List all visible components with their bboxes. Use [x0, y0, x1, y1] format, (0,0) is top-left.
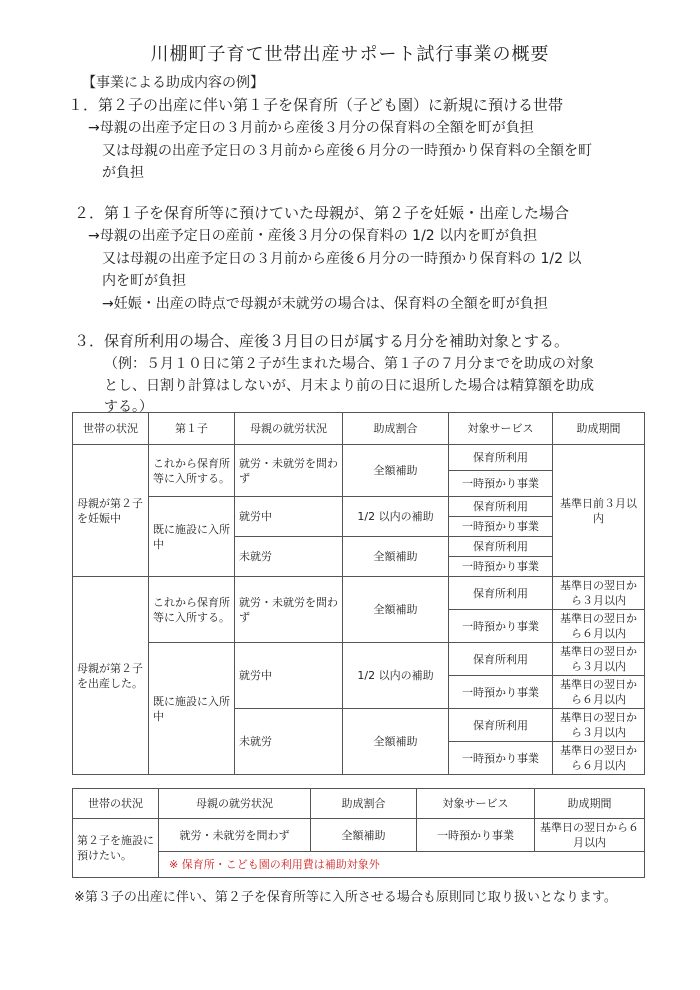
period-cell: 基準日の翌日から３月以内 [553, 709, 645, 742]
service-cell: 一時預かり事業 [449, 557, 553, 577]
household-status-cell: 母親が第２子を出産した。 [73, 577, 149, 775]
section-heading: 【事業による助成内容の例】 [82, 75, 264, 91]
item-1-line-1: →母親の出産予定日の３月前から産後３月分の保育料の全額を町が負担 [88, 120, 534, 136]
col-header: 助成期間 [535, 789, 645, 819]
item-1-line-3: が負担 [102, 165, 144, 181]
work-status-cell: 未就労 [235, 709, 343, 775]
col-header: 母親の就労状況 [235, 413, 343, 445]
item-3-line-2: とし、日割り計算はしないが、月末より前の日に退所した場合は精算額を助成 [104, 378, 594, 394]
period-cell: 基準日の翌日から６月以内 [553, 676, 645, 709]
household-status-cell: 第２子を施設に預けたい。 [73, 819, 159, 878]
table-header-row [73, 413, 645, 445]
first-child-cell: 既に施設に入所中 [149, 643, 235, 775]
service-cell: 一時預かり事業 [449, 676, 553, 709]
work-status-cell: 就労中 [235, 497, 343, 537]
service-cell: 一時預かり事業 [449, 742, 553, 775]
service-cell: 一時預かり事業 [449, 517, 553, 537]
col-header: 助成割合 [343, 413, 449, 445]
ratio-cell: 全額補助 [343, 577, 449, 643]
period-cell: 基準日の翌日から６月以内 [535, 819, 645, 852]
service-cell: 一時預かり事業 [449, 471, 553, 497]
item-2-line-1: →母親の出産予定日の産前・産後３月分の保育料の 1/2 以内を町が負担 [88, 228, 538, 244]
table-row [73, 445, 645, 471]
col-header: 母親の就労状況 [159, 789, 311, 819]
col-header: 世帯の状況 [73, 413, 149, 445]
ratio-cell: 全額補助 [343, 537, 449, 577]
subsidy-table [72, 412, 645, 775]
service-cell: 一時預かり事業 [449, 610, 553, 643]
col-header: 対象サービス [449, 413, 553, 445]
item-2-heading: ２．第１子を保育所等に預けていた母親が、第２子を妊娠・出産した場合 [74, 204, 570, 222]
table-header-row [73, 789, 645, 819]
footer-note: ※第３子の出産に伴い、第２子を保育所等に入所させる場合も原則同じ取り扱いとなります。 [74, 890, 617, 905]
period-cell: 基準日の翌日から３月以内 [553, 643, 645, 676]
col-header: 対象サービス [417, 789, 535, 819]
item-2-line-2: 又は母親の出産予定日の３月前から産後６月分の一時預かり保育料の 1/2 以 [102, 251, 582, 267]
ratio-cell: 全額補助 [311, 819, 417, 852]
work-status-cell: 就労中 [235, 643, 343, 709]
first-child-cell: これから保育所等に入所する。 [149, 445, 235, 497]
service-cell: 保育所利用 [449, 537, 553, 557]
first-child-cell: これから保育所等に入所する。 [149, 577, 235, 643]
table-row [73, 577, 645, 610]
col-header: 助成期間 [553, 413, 645, 445]
service-cell: 保育所利用 [449, 445, 553, 471]
table-row [73, 852, 645, 878]
work-status-cell: 就労・未就労を問わず [235, 445, 343, 497]
exclusion-note: ※ 保育所・こども園の利用費は補助対象外 [159, 852, 645, 878]
col-header: 助成割合 [311, 789, 417, 819]
ratio-cell: 1/2 以内の補助 [343, 643, 449, 709]
ratio-cell: 全額補助 [343, 709, 449, 775]
second-child-table [72, 788, 645, 878]
item-2-line-3: 内を町が負担 [102, 273, 186, 289]
item-3-line-1: （例：５月１０日に第２子が生まれた場合、第１子の７月分までを助成の対象 [104, 356, 594, 372]
work-status-cell: 就労・未就労を問わず [159, 819, 311, 852]
service-cell: 保育所利用 [449, 497, 553, 517]
service-cell: 保育所利用 [449, 709, 553, 742]
item-3-line-3: する。） [104, 399, 153, 415]
period-cell: 基準日の翌日から３月以内 [553, 577, 645, 610]
col-header: 世帯の状況 [73, 789, 159, 819]
service-cell: 保育所利用 [449, 577, 553, 610]
item-3-heading: ３．保育所利用の場合、産後３月目の日が属する月分を補助対象とする。 [74, 332, 570, 350]
col-header: 第１子 [149, 413, 235, 445]
item-1-heading: １．第２子の出産に伴い第１子を保育所（子ども園）に新規に預ける世帯 [68, 96, 564, 114]
household-status-cell: 母親が第２子を妊娠中 [73, 445, 149, 577]
ratio-cell: 1/2 以内の補助 [343, 497, 449, 537]
table-row [73, 819, 645, 852]
service-cell: 保育所利用 [449, 643, 553, 676]
work-status-cell: 未就労 [235, 537, 343, 577]
table-row [73, 643, 645, 676]
item-2-line-4: →妊娠・出産の時点で母親が未就労の場合は、保育料の全額を町が負担 [102, 296, 548, 312]
item-1-line-2: 又は母親の出産予定日の３月前から産後６月分の一時預かり保育料の全額を町 [102, 143, 592, 159]
first-child-cell: 既に施設に入所中 [149, 497, 235, 577]
work-status-cell: 就労・未就労を問わず [235, 577, 343, 643]
period-cell: 基準日の翌日から６月以内 [553, 610, 645, 643]
period-cell: 基準日前３月以内 [553, 445, 645, 577]
service-cell: 一時預かり事業 [417, 819, 535, 852]
period-cell: 基準日の翌日から６月以内 [553, 742, 645, 775]
document-title: 川棚町子育て世帯出産サポート試行事業の概要 [150, 44, 550, 65]
ratio-cell: 全額補助 [343, 445, 449, 497]
